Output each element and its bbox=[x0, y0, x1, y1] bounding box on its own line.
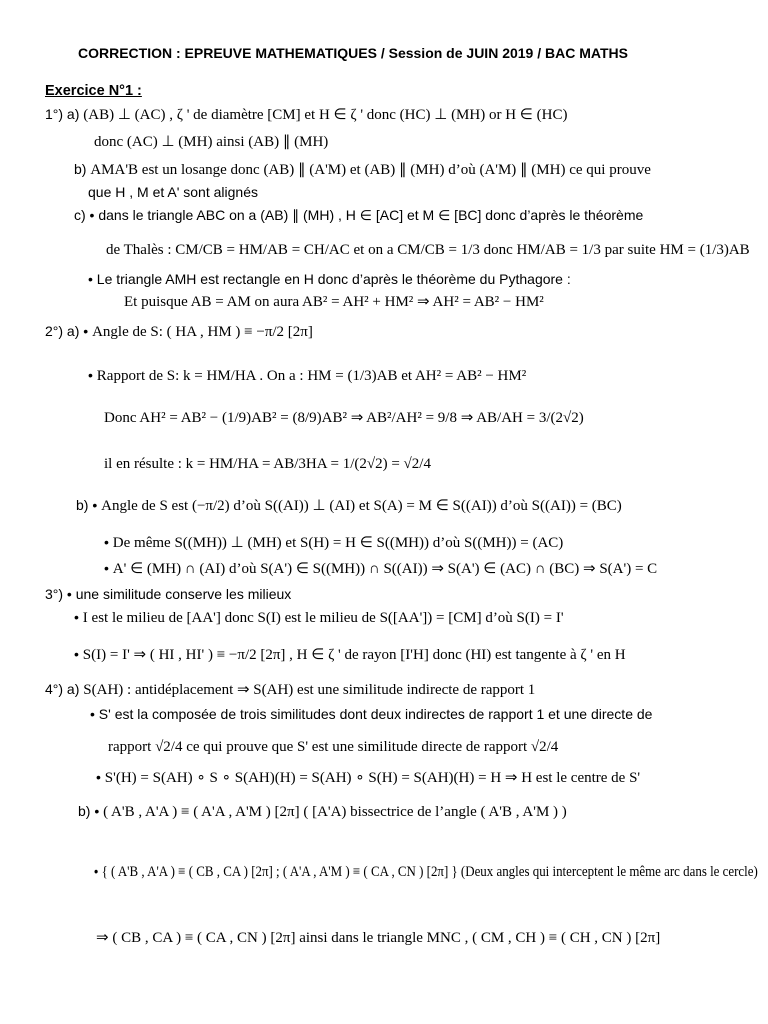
line-1c-thales bbox=[106, 240, 750, 259]
line-text: S(AH) : antidéplacement ⇒ S(AH) est une similitude indirecte de rapport 1 bbox=[83, 682, 536, 698]
line-2a-ratio bbox=[88, 366, 526, 385]
line-label: • bbox=[104, 560, 109, 576]
line-label: • bbox=[74, 609, 79, 625]
line-text: donc (AC) ⊥ (MH) ainsi (AB) ∥ (MH) bbox=[94, 134, 329, 150]
line-text: A' ∈ (MH) ∩ (AI) d’où S(A') ∈ S((MH)) ∩ S((AI)) ⇒ S(A') ∈ (AC) ∩ (BC) ⇒ S(A') = C bbox=[112, 561, 658, 577]
line-text: Le triangle AMH est rectangle en H donc d’après le théorème du Pythagore : bbox=[96, 271, 571, 287]
line-3-tangente bbox=[74, 645, 626, 664]
line-label: • bbox=[74, 646, 79, 662]
line-4b-system bbox=[94, 862, 758, 881]
line-label: • bbox=[90, 706, 95, 722]
line-label: b) • bbox=[76, 497, 98, 513]
line-label: 2°) a) • bbox=[45, 323, 89, 339]
line-text: Rapport de S: k = HM/HA . On a : HM = (1/3)AB et AH² = AB² − HM² bbox=[96, 368, 527, 384]
line-text: une similitude conserve les milieux bbox=[75, 586, 292, 602]
line-text: rapport √2/4 ce qui prouve que S' est une similitude directe de rapport √2/4 bbox=[108, 739, 559, 755]
line-label: 4°) a) bbox=[45, 681, 80, 697]
line-label: 3°) • bbox=[45, 586, 72, 602]
line-text: De même S((MH)) ⊥ (MH) et S(H) = H ∈ S((MH)) d’où S((MH)) = (AC) bbox=[112, 535, 564, 551]
line-text: il en résulte : k = HM/HA = AB/3HA = 1/(2√2) = √2/4 bbox=[104, 456, 431, 472]
line-label: • bbox=[88, 367, 93, 383]
line-text: { ( A'B , A'A ) ≡ ( CB , CA ) [2π] ; ( A'A , A'M ) ≡ ( CA , CN ) [2π] } (Deux angles qui interceptent le même arc dans le cercle) bbox=[101, 864, 758, 880]
line-2b-image bbox=[104, 559, 657, 578]
line-label: • bbox=[96, 769, 101, 785]
line-4a-centre bbox=[96, 768, 640, 787]
line-text: S'(H) = S(AH) ∘ S ∘ S(AH)(H) = S(AH) ∘ S(H) = S(AH)(H) = H ⇒ H est le centre de S' bbox=[104, 770, 641, 786]
line-text: AMA'B est un losange donc (AB) ∥ (A'M) et (AB) ∥ (MH) d’où (A'M) ∥ (MH) ce qui prouve bbox=[90, 162, 651, 178]
line-4a-rapport bbox=[108, 737, 558, 756]
line-2b-angle bbox=[76, 496, 622, 515]
line-text: I est le milieu de [AA'] donc S(I) est le milieu de S([AA']) = [CM] d’où S(I) = I' bbox=[82, 610, 564, 626]
line-1b bbox=[74, 160, 651, 179]
line-3-milieu-I bbox=[74, 608, 564, 627]
line-text: que H , M et A' sont alignés bbox=[88, 184, 258, 200]
line-1a bbox=[45, 105, 567, 124]
line-text: ⇒ ( CB , CA ) ≡ ( CA , CN ) [2π] ainsi dans le triangle MNC , ( CM , CH ) ≡ ( CH , CN ) [2π] bbox=[96, 930, 661, 946]
line-1c-pythagore bbox=[88, 270, 571, 288]
line-label: 1°) a) bbox=[45, 106, 80, 122]
line-text: S' est la composée de trois similitudes dont deux indirectes de rapport 1 et une directe de bbox=[98, 706, 653, 722]
line-label: • bbox=[88, 271, 93, 287]
line-label: b) • bbox=[78, 803, 100, 819]
exercise-heading: Exercice N°1 : bbox=[45, 83, 142, 99]
line-text: Donc AH² = AB² − (1/9)AB² = (8/9)AB² ⇒ AB²/AH² = 9/8 ⇒ AB/AH = 3/(2√2) bbox=[104, 410, 584, 426]
line-1c-result bbox=[124, 292, 544, 311]
line-text: Et puisque AB = AM on aura AB² = AH² + HM² ⇒ AH² = AB² − HM² bbox=[124, 294, 544, 310]
line-4a-antideplacement bbox=[45, 680, 535, 699]
line-4a-composee bbox=[90, 705, 652, 723]
line-1b-cont bbox=[88, 183, 258, 201]
line-3-milieux bbox=[45, 585, 291, 603]
line-label: b) bbox=[74, 161, 87, 177]
line-text: S(I) = I' ⇒ ( HI , HI' ) ≡ −π/2 [2π] , H ∈ ζ ' de rayon [I'H] donc (HI) est tangente à ζ ' en H bbox=[82, 647, 626, 663]
line-1a-cont bbox=[94, 132, 328, 151]
line-text: Angle de S: ( HA , HM ) ≡ −π/2 [2π] bbox=[92, 324, 313, 340]
line-text: Angle de S est (−π/2) d’où S((AI)) ⊥ (AI) et S(A) = M ∈ S((AI)) d’où S((AI)) = (BC) bbox=[101, 498, 622, 514]
line-label: • bbox=[104, 534, 109, 550]
line-label: • bbox=[94, 863, 99, 879]
line-4b-bissectrice bbox=[78, 802, 567, 821]
line-text: de Thalès : CM/CB = HM/AB = CH/AC et on a CM/CB = 1/3 donc HM/AB = 1/3 par suite HM = (1/3)AB bbox=[106, 242, 750, 258]
line-2a-angle bbox=[45, 322, 313, 341]
line-label: c) • bbox=[74, 207, 95, 223]
line-2a-result bbox=[104, 454, 431, 473]
line-4b-conclusion bbox=[96, 928, 660, 947]
line-2b-meme bbox=[104, 533, 563, 552]
line-text: dans le triangle ABC on a (AB) ∥ (MH) , H ∈ [AC] et M ∈ [BC] donc d’après le théorème bbox=[98, 207, 644, 223]
line-1c bbox=[74, 206, 643, 224]
page-title: CORRECTION : EPREUVE MATHEMATIQUES / Session de JUIN 2019 / BAC MATHS bbox=[78, 45, 628, 61]
line-text: ( A'B , A'A ) ≡ ( A'A , A'M ) [2π] ( [A'A) bissectrice de l’angle ( A'B , A'M ) ) bbox=[103, 804, 567, 820]
line-text: (AB) ⊥ (AC) , ζ ' de diamètre [CM] et H ∈ ζ ' donc (HC) ⊥ (MH) or H ∈ (HC) bbox=[83, 107, 568, 123]
line-2a-donc bbox=[104, 408, 584, 427]
